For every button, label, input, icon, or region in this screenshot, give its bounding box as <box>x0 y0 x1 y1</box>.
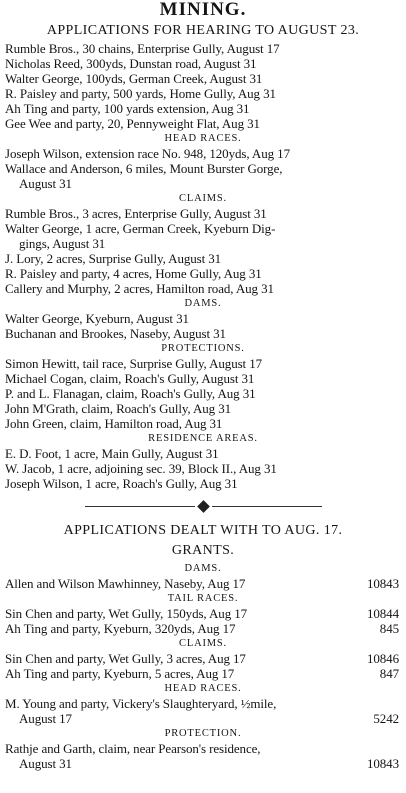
list-item: Walter George, 1 acre, German Creek, Kyeburn Dig- <box>5 221 276 236</box>
grant-text: Sin Chen and party, Wet Gully, 3 acres, Aug 17 <box>5 651 246 666</box>
divider-ornament-icon <box>197 500 210 513</box>
list-item-continuation: gings, August 31 <box>19 236 106 251</box>
list-item: Rumble Bros., 3 acres, Enterprise Gully, August 31 <box>5 206 267 221</box>
subheading-claims: CLAIMS. <box>179 638 227 649</box>
section-heading-dealt-with: APPLICATIONS DEALT WITH TO AUG. 17. <box>63 523 343 538</box>
list-item: Rumble Bros., 30 chains, Enterprise Gully, August 17 <box>5 41 280 56</box>
grant-text: M. Young and party, Vickery's Slaughteryard, ½mile, <box>5 696 277 711</box>
list-item: Callery and Murphy, 2 acres, Hamilton road, Aug 31 <box>5 281 274 296</box>
grant-row <box>5 666 401 681</box>
page-title: MINING. <box>159 0 247 20</box>
list-item: John M'Grath, claim, Roach's Gully, Aug 31 <box>5 401 232 416</box>
grant-number: 5242 <box>373 711 399 726</box>
grant-number: 10843 <box>366 576 399 591</box>
list-item: R. Paisley and party, 500 yards, Home Gully, Aug 31 <box>5 86 276 101</box>
list-item: Wallace and Anderson, 6 miles, Mount Burster Gorge, <box>5 161 283 176</box>
list-item: Gee Wee and party, 20, Pennyweight Flat, Aug 31 <box>5 116 260 131</box>
list-item: Joseph Wilson, extension race No. 948, 120yds, Aug 17 <box>5 146 290 161</box>
hearing-list <box>5 41 401 131</box>
grant-row <box>5 621 401 636</box>
list-item-continuation: August 31 <box>19 176 72 191</box>
section-heading-hearings: APPLICATIONS FOR HEARING TO AUGUST 23. <box>46 23 360 38</box>
grant-text: Rathje and Garth, claim, near Pearson's residence, <box>5 741 261 756</box>
grant-text-continuation: August 31 <box>19 756 72 771</box>
grant-number: 10846 <box>366 651 399 666</box>
subheading-claims: CLAIMS. <box>179 193 227 204</box>
list-item: W. Jacob, 1 acre, adjoining sec. 39, Block II., Aug 31 <box>5 461 277 476</box>
list-item: Nicholas Reed, 300yds, Dunstan road, August 31 <box>5 56 257 71</box>
grant-number: 847 <box>379 666 399 681</box>
list-item: P. and L. Flanagan, claim, Roach's Gully, Aug 31 <box>5 386 256 401</box>
grant-number: 10843 <box>366 756 399 771</box>
divider-rule <box>85 506 195 507</box>
list-item: E. D. Foot, 1 acre, Main Gully, August 31 <box>5 446 219 461</box>
subheading-protections: PROTECTIONS. <box>161 343 245 354</box>
divider-rule <box>212 506 322 507</box>
grant-row <box>5 576 401 591</box>
section-heading-grants: GRANTS. <box>171 543 235 558</box>
grant-number: 845 <box>379 621 399 636</box>
list-item: Walter George, Kyeburn, August 31 <box>5 311 189 326</box>
list-item: Ah Ting and party, 100 yards extension, Aug 31 <box>5 101 250 116</box>
subheading-head-races: HEAD RACES. <box>164 133 242 144</box>
grant-number: 10844 <box>366 606 399 621</box>
list-item: Buchanan and Brookes, Naseby, August 31 <box>5 326 226 341</box>
grant-row <box>5 606 401 621</box>
subheading-protection: PROTECTION. <box>164 728 242 739</box>
grant-text: Sin Chen and party, Wet Gully, 150yds, Aug 17 <box>5 606 248 621</box>
grant-row <box>5 711 401 726</box>
list-item: John Green, claim, Hamilton road, Aug 31 <box>5 416 223 431</box>
subheading-tail-races: TAIL RACES. <box>167 593 239 604</box>
grant-row <box>5 651 401 666</box>
list-item: J. Lory, 2 acres, Surprise Gully, August 31 <box>5 251 222 266</box>
subheading-dams: DAMS. <box>184 563 222 574</box>
section-divider <box>5 496 401 516</box>
list-item: Walter George, 100yds, German Creek, August 31 <box>5 71 263 86</box>
grant-text: Ah Ting and party, Kyeburn, 5 acres, Aug 17 <box>5 666 235 681</box>
list-item: Simon Hewitt, tail race, Surprise Gully, August 17 <box>5 356 263 371</box>
list-item: Joseph Wilson, 1 acre, Roach's Gully, Aug 31 <box>5 476 238 491</box>
grant-text-continuation: August 17 <box>19 711 72 726</box>
subheading-dams: DAMS. <box>184 298 222 309</box>
grant-text: Allen and Wilson Mawhinney, Naseby, Aug 17 <box>5 576 246 591</box>
subheading-head-races: HEAD RACES. <box>164 683 242 694</box>
list-item: R. Paisley and party, 4 acres, Home Gully, Aug 31 <box>5 266 262 281</box>
grant-row <box>5 756 401 771</box>
grant-text: Ah Ting and party, Kyeburn, 320yds, Aug 17 <box>5 621 236 636</box>
list-item: Michael Cogan, claim, Roach's Gully, August 31 <box>5 371 255 386</box>
subheading-residence-areas: RESIDENCE AREAS. <box>148 433 258 444</box>
